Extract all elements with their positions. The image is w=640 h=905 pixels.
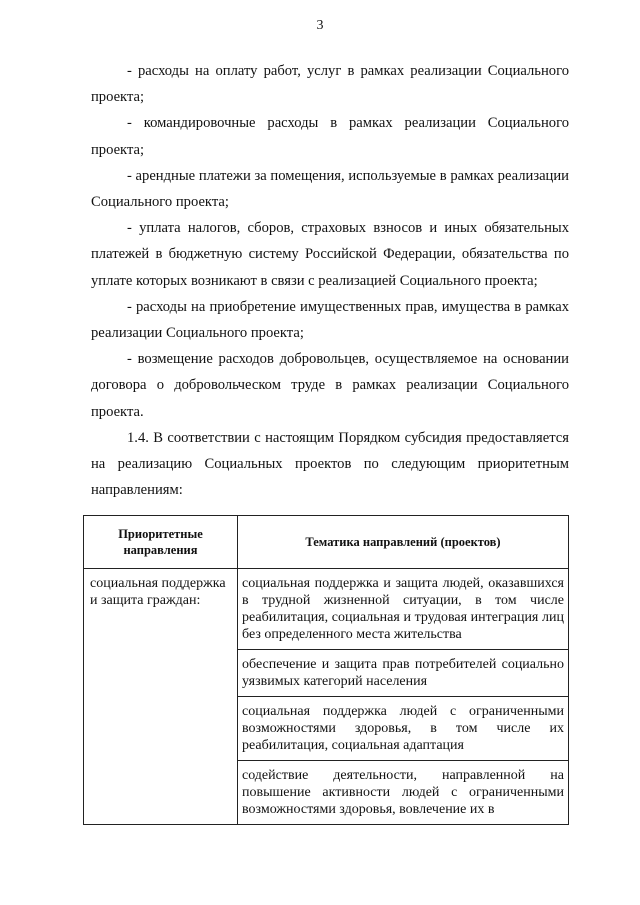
header-topics: Тематика направлений (проектов) — [238, 516, 569, 569]
topic-item: обеспечение и защита прав потребителей социально уязвимых категорий населения — [238, 650, 568, 697]
page-number: 3 — [316, 18, 324, 33]
paragraph-travel-expenses: - командировочные расходы в рамках реализации Социального проекта; — [91, 115, 569, 158]
topics-cell — [238, 569, 569, 825]
topic-item: содействие деятельности, направленной на повышение активности людей с ограниченными возможностями здоровья, вовлечение их в — [242, 768, 564, 817]
priority-directions-table — [83, 515, 569, 825]
paragraph-rent-payments: - арендные платежи за помещения, используемые в рамках реализации Социального проекта; — [91, 167, 569, 211]
paragraph-volunteer-expenses: - возмещение расходов добровольцев, осуществляемое на основании договора о добровольческом труде в рамках реализации Социального проекта. — [91, 351, 569, 420]
direction-cell: социальная поддержка и защита граждан: — [84, 569, 238, 825]
paragraph-taxes: - уплата налогов, сборов, страховых взносов и иных обязательных платежей в бюджетную систему Российской Федерации, обязательства по уплате которых возникают в связи с реализацией Социального проекта; — [91, 220, 569, 289]
header-directions: Приоритетные направления — [84, 516, 238, 569]
paragraph-property-rights: - расходы на приобретение имущественных прав, имущества в рамках реализации Социального проекта; — [91, 298, 569, 342]
paragraph-section-1-4: 1.4. В соответствии с настоящим Порядком субсидия предоставляется на реализацию Социальных проектов по следующим приоритетным направлениям: — [91, 429, 569, 499]
paragraph-work-services: - расходы на оплату работ, услуг в рамках реализации Социального проекта; — [91, 63, 569, 106]
table-header-row — [84, 516, 569, 569]
table-row — [84, 569, 569, 825]
topic-item: социальная поддержка людей с ограниченными возможностями здоровья, в том числе их реабилитация, социальная адаптация — [238, 697, 568, 761]
topic-item: социальная поддержка и защита людей, оказавшихся в трудной жизненной ситуации, в том числе реабилитация, социальная и трудовая интеграция лиц без определенного места жительства — [238, 569, 568, 650]
body-text — [91, 58, 569, 503]
